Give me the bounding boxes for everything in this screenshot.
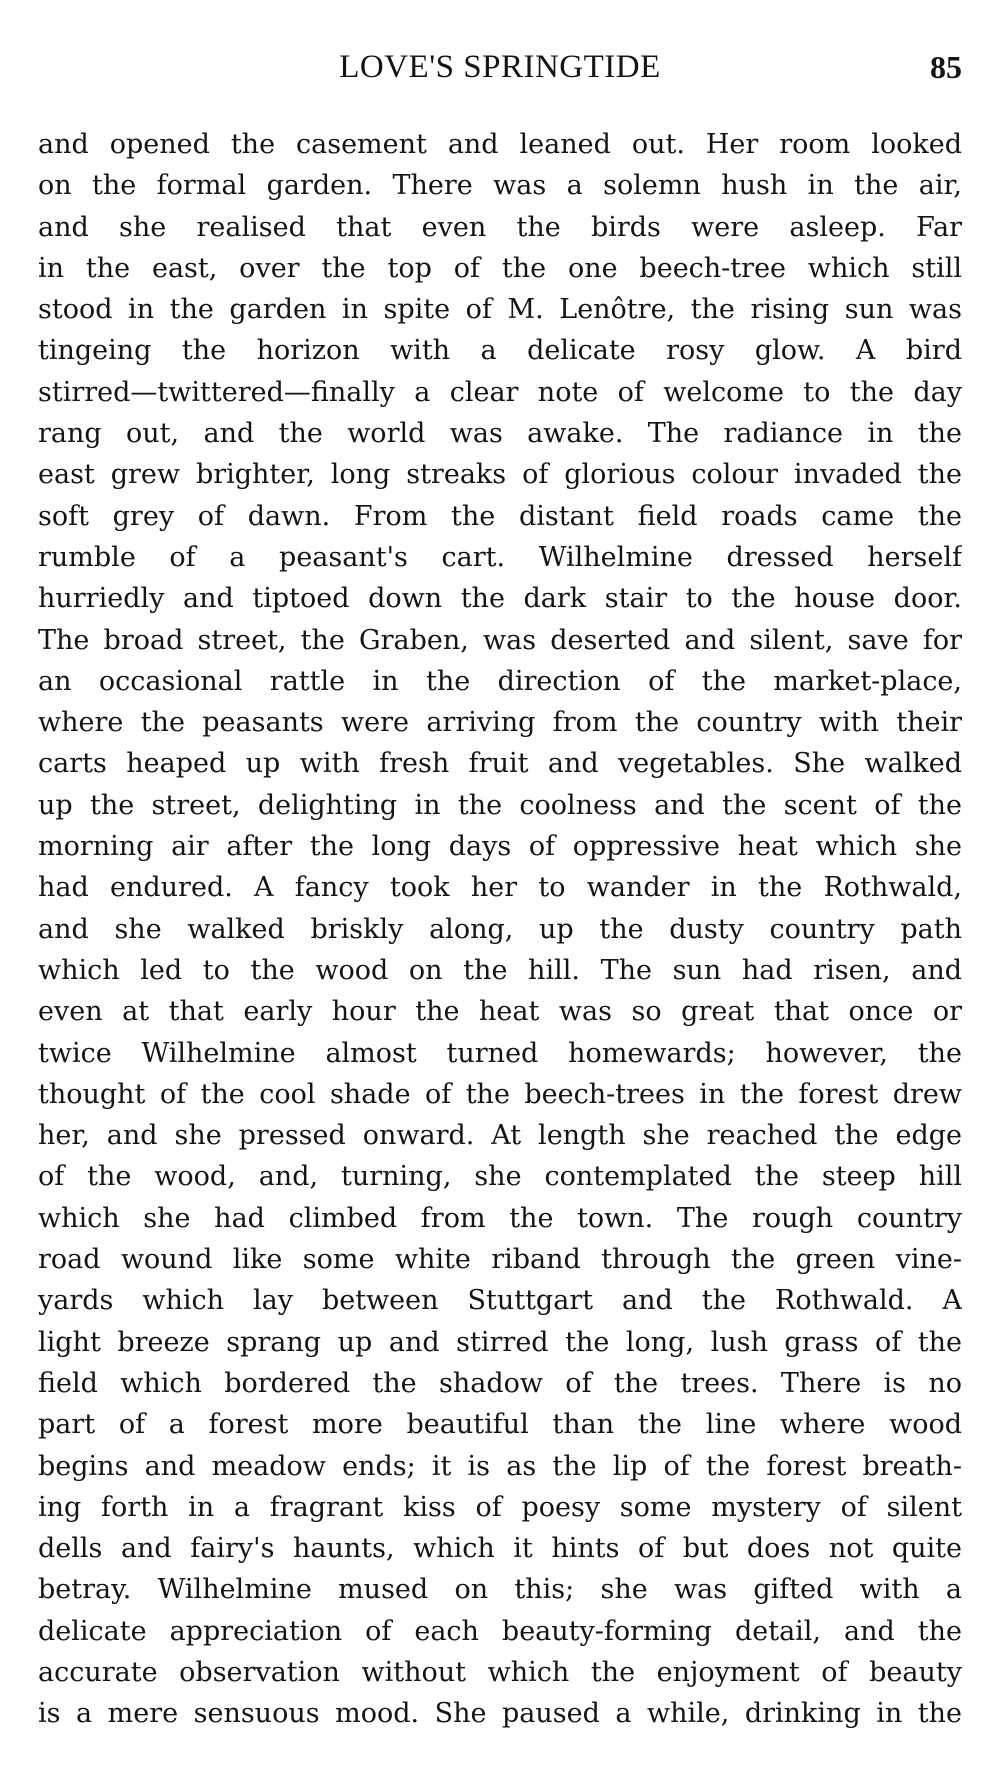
text-line: of the wood, and, turning, she contemplated the steep hill: [38, 1161, 962, 1193]
text-line: an occasional rattle in the direction of the market-place,: [38, 665, 962, 697]
text-line: part of a forest more beautiful than the line where wood: [38, 1409, 962, 1441]
text-line: which led to the wood on the hill. The sun had risen, and: [38, 954, 962, 986]
text-line: thought of the cool shade of the beech-trees in the forest drew: [38, 1078, 962, 1110]
running-head: [38, 42, 962, 92]
text-line: soft grey of dawn. From the distant field roads came the: [38, 500, 962, 532]
running-title: LOVE'S SPRINGTIDE: [339, 49, 661, 85]
body-text: [38, 124, 962, 1735]
text-line: accurate observation without which the enjoyment of beauty: [38, 1656, 962, 1688]
text-line: where the peasants were arriving from the country with their: [38, 707, 962, 739]
text-line: carts heaped up with fresh fruit and vegetables. She walked: [38, 748, 962, 780]
text-line: on the formal garden. There was a solemn hush in the air,: [38, 170, 962, 202]
text-line: up the street, delighting in the coolness and the scent of the: [38, 789, 962, 821]
text-line: even at that early hour the heat was so great that once or: [38, 996, 962, 1028]
text-line: light breeze sprang up and stirred the long, lush grass of the: [38, 1326, 962, 1358]
text-line: ing forth in a fragrant kiss of poesy some mystery of silent: [38, 1491, 962, 1523]
text-line: in the east, over the top of the one beech-tree which still: [38, 252, 962, 284]
text-line: her, and she pressed onward. At length she reached the edge: [38, 1120, 962, 1152]
text-line: and opened the casement and leaned out. Her room looked: [38, 129, 962, 160]
text-line: The broad street, the Graben, was deserted and silent, save for: [38, 624, 962, 656]
text-line: road wound like some white riband through the green vine-: [38, 1244, 962, 1276]
text-line: yards which lay between Stuttgart and the Rothwald. A: [38, 1285, 962, 1317]
text-line: delicate appreciation of each beauty-forming detail, and the: [38, 1615, 962, 1647]
text-line: stirred—twittered—finally a clear note of welcome to the day: [38, 376, 962, 408]
text-line: field which bordered the shadow of the trees. There is no: [38, 1367, 962, 1399]
text-line: stood in the garden in spite of M. Lenôtre, the rising sun was: [38, 294, 962, 326]
text-line: east grew brighter, long streaks of glorious colour invaded the: [38, 459, 962, 491]
text-line: morning air after the long days of oppressive heat which she: [38, 831, 962, 863]
text-line: rang out, and the world was awake. The radiance in the: [38, 418, 962, 450]
text-line: had endured. A fancy took her to wander in the Rothwald,: [38, 872, 962, 904]
text-line: tingeing the horizon with a delicate rosy glow. A bird: [38, 335, 962, 367]
text-line: dells and fairy's haunts, which it hints of but does not quite: [38, 1533, 962, 1565]
text-line: and she realised that even the birds were asleep. Far: [38, 211, 962, 243]
text-line: is a mere sensuous mood. She paused a while, drinking in the: [38, 1698, 962, 1730]
text-line: hurriedly and tiptoed down the dark stair to the house door.: [38, 583, 962, 615]
text-line: and she walked briskly along, up the dusty country path: [38, 913, 962, 945]
page-number: 85: [930, 49, 962, 85]
text-line: which she had climbed from the town. The rough country: [38, 1202, 962, 1234]
text-line: rumble of a peasant's cart. Wilhelmine dressed herself: [38, 541, 962, 573]
text-line: twice Wilhelmine almost turned homewards; however, the: [38, 1037, 962, 1069]
text-line: betray. Wilhelmine mused on this; she was gifted with a: [38, 1574, 962, 1606]
text-line: begins and meadow ends; it is as the lip of the forest breath-: [38, 1450, 962, 1482]
